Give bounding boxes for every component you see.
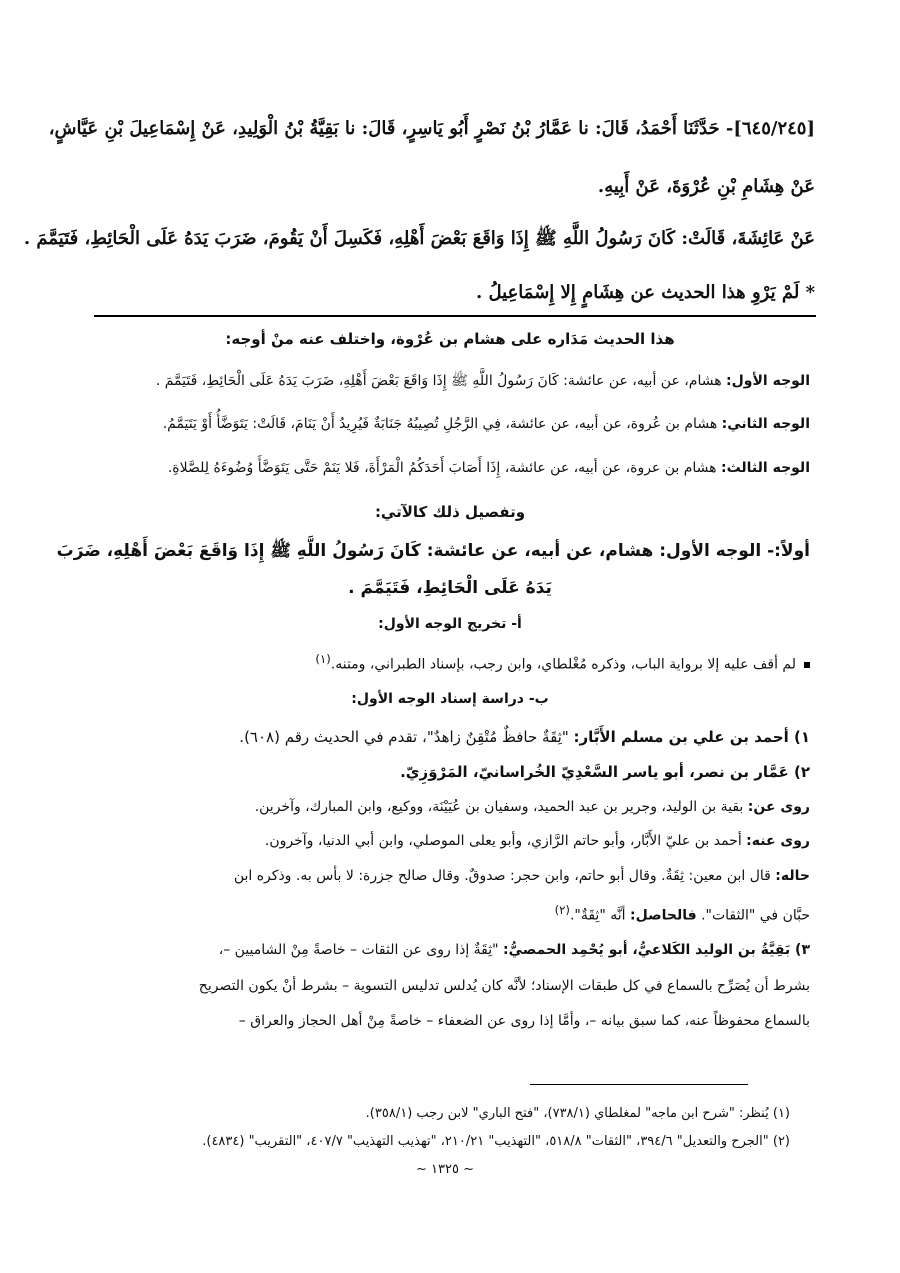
narrator-status-line-1 [90,868,810,884]
bullet-square-icon [804,662,810,668]
status-text: قال ابن معين: ثِقَةٌ. وقال أبو حاتم، وابن حجر: صدوقٌ. وقال صالح جزرة: لا بأس به. وذكره ابن [233,868,776,884]
narrator-2-name: ٢) عَمَّار بن نصر، أبو ياسر السَّعْدِيّ الخُراسانيّ، المَرْوَزِيّ. [400,763,810,781]
narrated-from-text: بقية بن الوليد، وجرير بن عبد الحميد، وسفيان بن عُيَيْنَة، ووكيع، وابن المبارك، وآخرين. [254,799,748,815]
hadith-isnad-line-1: [٦٤٥/٢٤٥]- حَدَّثَنَا أَحْمَدُ، قَالَ: نا عَمَّارُ بْنُ نَصْرٍ أَبُو يَاسِرٍ، قَالَ: نا بَقِيَّةُ بْنُ الْوَلِيدِ، عَنْ إِسْمَاعِيلَ بْنِ عَيَّاشٍ، [48,118,815,139]
conclusion-label: فالحاصل: [629,907,697,924]
narrated-by [90,833,810,849]
details-heading: وتفصيل ذلك كالآتي: [374,503,526,521]
variant-3-label: الوجه الثالث: [721,460,810,476]
narrator-1-name: ١) أحمد بن علي بن مسلم الأَبَّار: [573,728,810,746]
narrator-1-grade: "ثِقَةٌ حافظٌ مُتْقِنٌ زاهدٌ"، تقدم في الحديث رقم (٦٠٨). [239,728,574,746]
narrated-from-label: روى عن: [747,799,810,815]
footnote-1: (١) يُنظر: "شرح ابن ماجه" لمغلطاي (٧٣٨/١)، "فتح الباري" لابن رجب (٣٥٨/١). [365,1106,790,1121]
narrated-from [90,799,810,815]
footnote-2: (٢) "الجرح والتعديل" ٣٩٤/٦، "الثقات" ٥١٨/٨، "التهذيب" ٢١٠/٢١، "تهذيب التهذيب" ٤٠٧/٧، "التقريب" (٤٨٣٤). [202,1134,790,1149]
narrated-by-text: أحمد بن عليّ الأَبَّار، وأبو حاتم الرَّازي، وأبو يعلى الموصلي، وابن أبي الدنيا، وآخرون. [264,833,747,849]
study-intro: هذا الحديث مَدَاره على هشام بن عُرْوة، واختلف عنه منْ أوجه: [225,330,675,348]
variant-2-label: الوجه الثاني: [721,416,810,432]
hadith-matn: عَنْ عَائِشَةَ، قَالَتْ: كَانَ رَسُولُ اللَّهِ ﷺ إِذَا وَاقَعَ بَعْضَ أَهْلِهِ، فَكَسِلَ أَنْ يَقُومَ، ضَرَبَ يَدَهُ عَلَى الْحَائِطِ، فَتَيَمَّمَ . [23,228,815,249]
variant-2 [90,416,810,432]
narrator-3-grade: "ثِقَةٌ إذا روى عن الثقات – خاصةً مِنْ الشاميين –، [218,942,504,958]
variant-3-text: هشام بن عروة، عن أبيه، عن عائشة، إِذَا أَصَابَ أَحَدَكُمُ الْمَرْأَةَ، فَلا يَنَمْ حَتَّى يَتَوَضَّأَ وُضُوءَهُ لِلصَّلاةِ. [167,460,721,476]
narrator-3-line-3: بالسماع محفوظاً عنه، كما سبق بيانه –، وأمَّا إذا روى عن الضعفاء – خاصةً مِنْ أهل الحجاز والعراق – [238,1013,810,1029]
page-number: ~ ١٣٢٥ ~ [416,1162,474,1177]
narrator-status-line-2 [90,903,810,924]
footnote-ref-1[interactable]: (١) [315,652,331,666]
narrator-3-line-2: بشرط أن يُصَرِّح بالسماع في كل طبقات الإسناد؛ لأنَّه كان يُدلس تدليس التسوية – بشرط أنْ يكون التصريح [198,978,810,994]
status-label: حاله: [775,868,810,884]
narrator-1 [90,728,810,746]
subsection-a-heading: أ- تخريج الوجه الأول: [378,616,522,632]
bullet-item [90,652,810,673]
first-variant-heading-line-2: يَدَهُ عَلَى الْحَائِطِ، فَتَيَمَّمَ . [348,578,552,598]
variant-3 [90,460,810,476]
footnote-divider [530,1084,748,1085]
first-variant-heading-line-1: أولاً:- الوجه الأول: هشام، عن أبيه، عن عائشة: كَانَ رَسُولُ اللَّهِ ﷺ إِذَا وَاقَعَ بَعْضَ أَهْلِهِ، ضَرَبَ [56,541,810,561]
variant-2-text: هشام بن عُروة، عن أبيه، عن عائشة، فِي الرَّجُلِ تُصِيبُهُ جَنَابَةٌ فَيُرِيدُ أَنْ يَنَامَ، قَالَتْ: يَتَوَضَّأُ أَوْ يَتَيَمَّمُ. [162,416,722,432]
hadith-note: * لَمْ يَرْوِ هذا الحديث عن هِشَامٍ إِلا إِسْمَاعِيلُ . [475,282,815,303]
narrator-3-name: ٣) بَقِيَّةُ بن الوليد الكَلاعيُّ، أبو يُحْمِد الحمصيُّ: [503,942,810,958]
subsection-b-heading: ب- دراسة إسناد الوجه الأول: [351,691,549,707]
variant-1-text: هشام، عن أبيه، عن عائشة: كَانَ رَسُولُ اللَّهِ ﷺ إِذَا وَاقَعَ بَعْضَ أَهْلِهِ، ضَرَبَ يَدَهُ عَلَى الْحَائِطِ، فَتَيَمَّمَ . [155,373,727,389]
bullet-text: لم أقف عليه إلا برواية الباب، وذكره مُغْلطاي، وابن رجب، بإسناد الطبراني، ومتنه. [330,656,796,673]
footnote-ref-2[interactable]: (٢) [554,903,570,917]
hadith-isnad-line-2: عَنْ هِشَامِ بْنِ عُرْوَةَ، عَنْ أَبِيهِ. [597,176,815,197]
variant-1-label: الوجه الأول: [726,373,810,389]
narrated-by-label: روى عنه: [746,833,810,849]
narrator-3 [90,942,810,958]
section-divider [94,315,816,317]
status-text-cont: حبَّان في "الثقات". [696,907,810,924]
variant-1 [90,372,810,392]
conclusion-text: أنَّه "ثِقَةٌ". [569,907,630,924]
